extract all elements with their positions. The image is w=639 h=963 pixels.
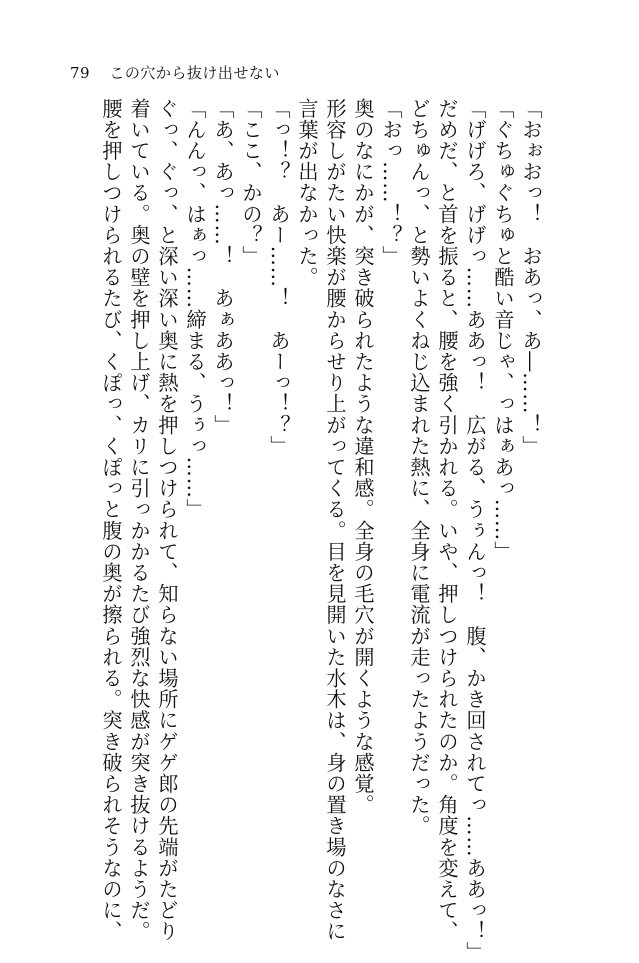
running-header: [70, 62, 280, 83]
text-column: だめだ、と首を振ると、腰を強く引かれる。いや、押しつけられたのか。角度を変えて、: [435, 98, 459, 942]
text-column: 「おぉおっ！ おあっ、あ―……！」: [519, 98, 543, 457]
text-column: 形容しがたい快楽が腰からせり上がってくる。目を見開いた水木は、身の置き場のなさに: [323, 98, 347, 942]
text-column: 腰を押しつけられるたび、くぽっ、くぽっと腹の奥が擦られる。突き破られそうなのに、: [99, 98, 123, 942]
text-column: 奥のなにかが、突き破られたような違和感。全身の毛穴が開くような感覚。: [351, 98, 375, 816]
text-column: 「あ、あっ……！ あぁああっ！」: [211, 98, 235, 436]
text-column: 「げげろ、げげっ……ああっ！ 広がる、うぅんっ！ 腹、かき回されてっ……ああっ！」: [463, 98, 487, 963]
text-column: 「おっ……！？」: [379, 98, 403, 267]
text-column: ぐっ、ぐっ、と深い深い奥に熱を押しつけられて、知らない場所にゲゲ郎の先端がたどり: [155, 98, 179, 942]
text-column: 言葉が出なかった。: [295, 98, 319, 288]
text-column: 「ここ、かの？」: [239, 98, 263, 267]
text-column: 着いている。奥の壁を押し上げ、カリに引っかかるたび強烈な快感が突き抜けるようだ。: [127, 98, 151, 942]
text-column: どちゅんっ、と勢いよくねじ込まれた熱に、全身に電流が走ったようだった。: [407, 98, 431, 837]
text-column: 「んんっ、はぁっ……締まる、うぅっ……」: [183, 98, 207, 520]
page-number: 79: [70, 64, 91, 82]
body-text: [0, 98, 639, 963]
text-column: 「ぐちゅぐちゅと酷い音じゃ、っはぁあっ……」: [491, 98, 515, 563]
text-column: 「っ！？ あー……！ あーっ！？」: [267, 98, 291, 457]
chapter-title: この穴から抜け出せない: [109, 64, 280, 82]
